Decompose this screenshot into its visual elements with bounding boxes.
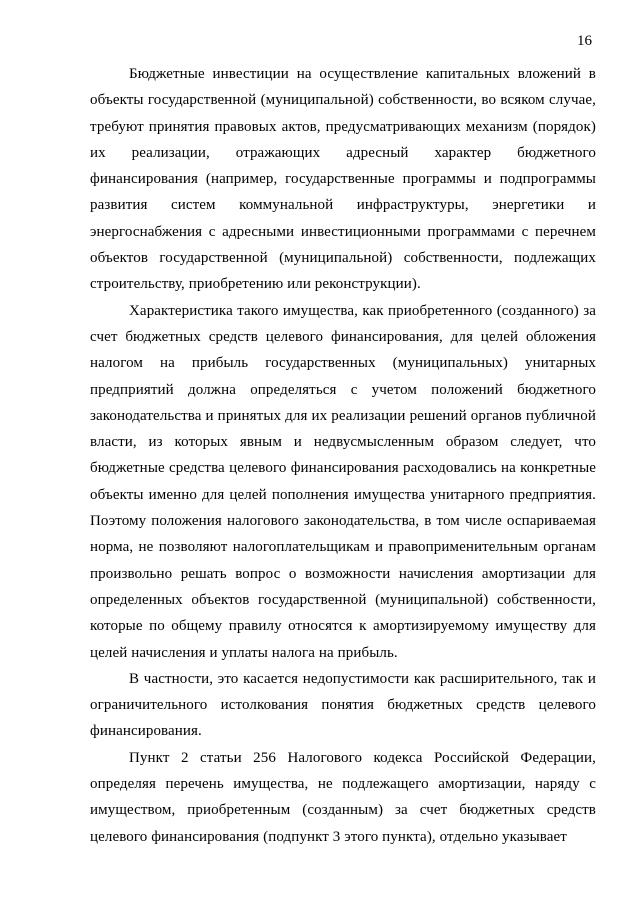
paragraph-property-characteristics: Характеристика такого имущества, как приобретенного (созданного) за счет бюджетных средств целевого финансирования, для целей обложения налогом на прибыль государственных (муниципальных) унитарных предприятий должна определяться с учетом положений бюджетного законодательства и принятых для их реализации решений органов публичной власти, из которых явным и недвусмысленным образом следует, что бюджетные средства целевого финансирования расходовались на конкретные объекты именно для целей пополнения имущества унитарного предприятия. Поэтому положения налогового законодательства, в том числе оспариваемая норма, не позволяют налогоплательщикам и правоприменительным органам произвольно решать вопрос о возможности начисления амортизации для определенных объектов государственной (муниципальной) собственности, которые по общему правилу относятся к амортизируемому имуществу для целей начисления и уплаты налога на прибыль. bbox=[90, 302, 596, 661]
document-body bbox=[90, 61, 596, 850]
paragraph-tax-code-article: Пункт 2 статьи 256 Налогового кодекса Российской Федерации, определяя перечень имущества, не подлежащего амортизации, наряду с имуществом, приобретенным (созданным) за счет бюджетных средств целевого финансирования (подпункт 3 этого пункта), отдельно указывает bbox=[90, 749, 596, 845]
paragraph-interpretation: В частности, это касается недопустимости как расширительного, так и ограничительного истолкования понятия бюджетных средств целевого финансирования. bbox=[90, 670, 596, 740]
paragraph-budget-investments: Бюджетные инвестиции на осуществление капитальных вложений в объекты государственной (муниципальной) собственности, во всяком случае, требуют принятия правовых актов, предусматривающих механизм (порядок) их реализации, отражающих адресный характер бюджетного финансирования (например, государственные программы и подпрограммы развития систем коммунальной инфраструктуры, энергетики и энергоснабжения с адресными инвестиционными программами с перечнем объектов государственной (муниципальной) собственности, подлежащих строительству, приобретению или реконструкции). bbox=[90, 66, 596, 293]
page-number: 16 bbox=[577, 33, 592, 49]
